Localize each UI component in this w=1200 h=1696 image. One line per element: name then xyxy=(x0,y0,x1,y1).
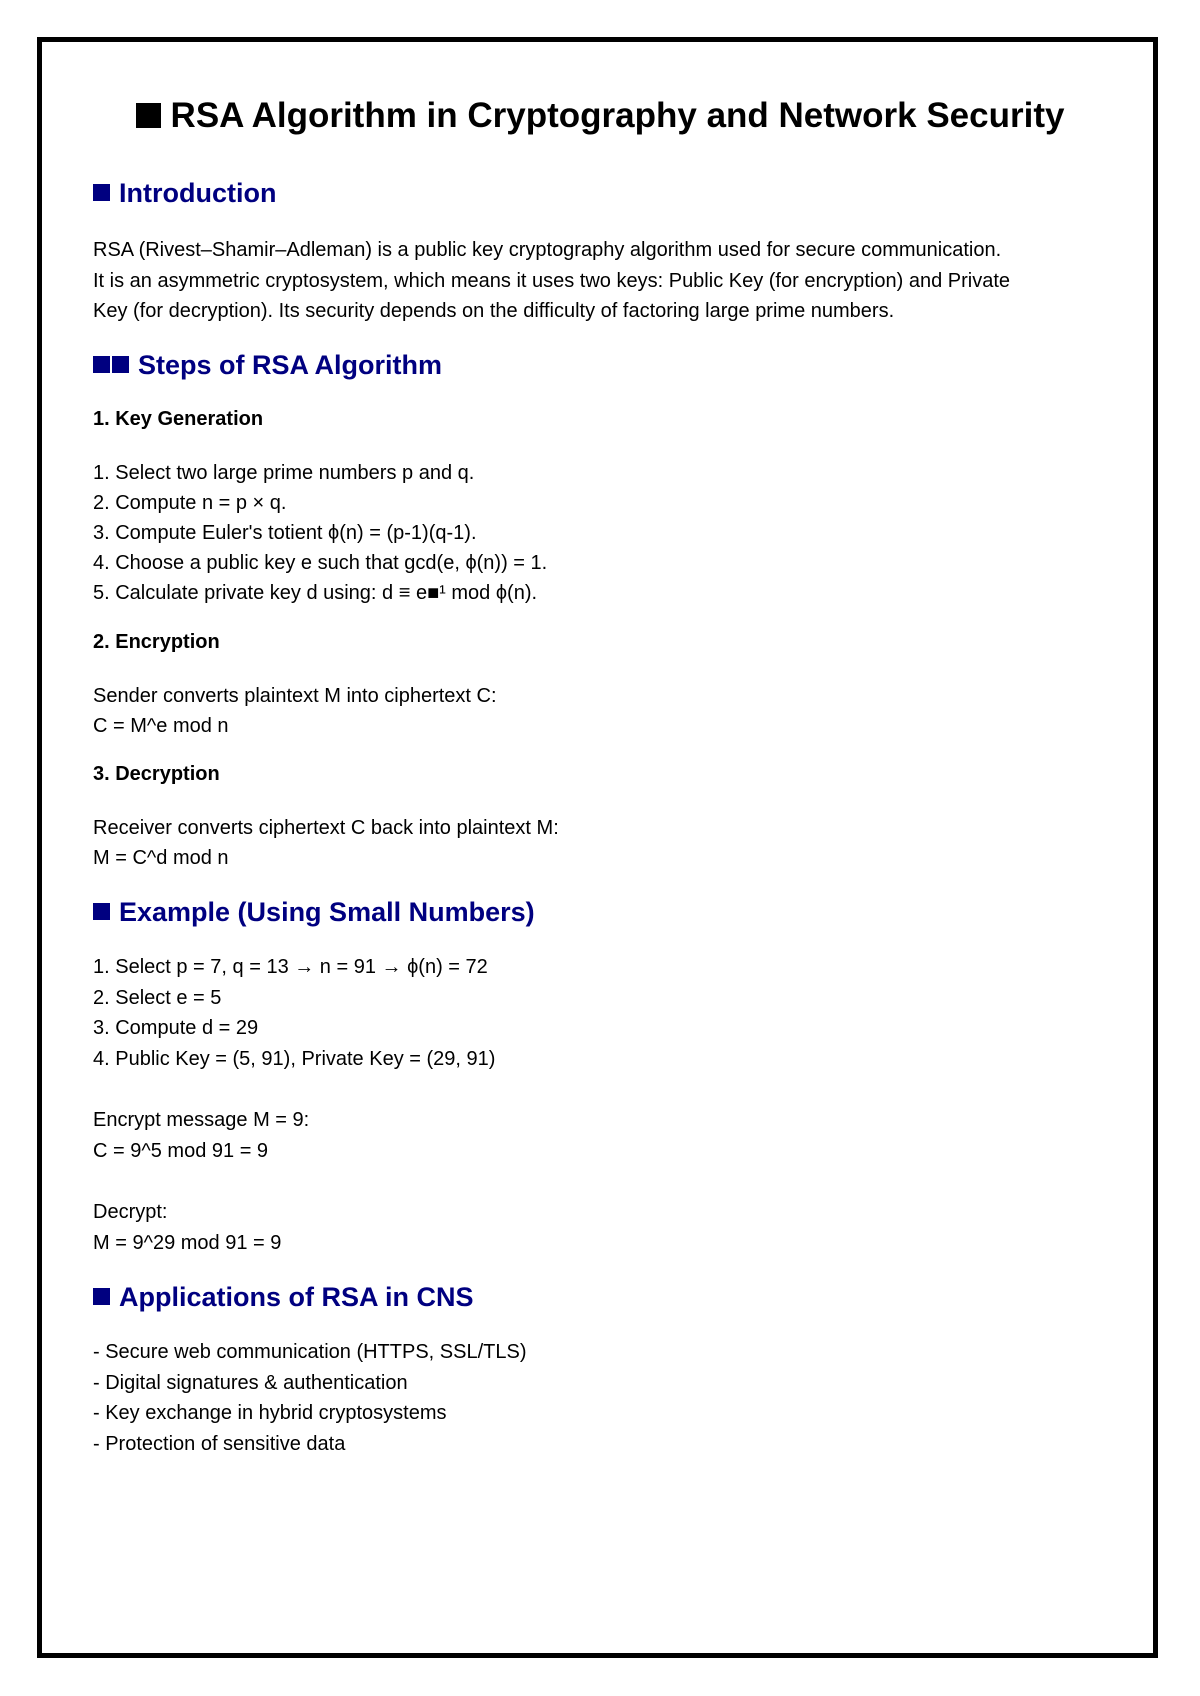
square-bullet-icon xyxy=(93,356,110,373)
introduction-heading: Introduction xyxy=(93,178,276,209)
applications-heading: Applications of RSA in CNS xyxy=(93,1282,474,1313)
list-item: - Key exchange in hybrid cryptosystems xyxy=(93,1402,447,1424)
list-item: - Secure web communication (HTTPS, SSL/TLS) xyxy=(93,1341,527,1363)
encryption-heading: 2. Encryption xyxy=(93,631,220,653)
applications-list xyxy=(93,1337,1113,1459)
key-generation-heading: 1. Key Generation xyxy=(93,408,264,430)
encryption-text: Sender converts plaintext M into ciphertext C: C = M^e mod n xyxy=(93,685,497,737)
decryption-heading: 3. Decryption xyxy=(93,763,220,785)
example-decrypt: Decrypt: M = 9^29 mod 91 = 9 xyxy=(93,1201,282,1254)
key-generation-list xyxy=(93,458,1113,608)
list-item: 1. Select p = 7, q = 13 → n = 91 → ϕ(n) = 72 xyxy=(93,956,488,978)
introduction-paragraph: RSA (Rivest–Shamir–Adleman) is a public key cryptography algorithm used for secure communication. It is an asymmetric cryptosystem, which means it uses two keys: Public Key (for encryption) and Private Key (for decryption). Its security depends on the difficulty of factoring large prime numbers. xyxy=(93,239,1010,322)
list-item: 1. Select two large prime numbers p and q. xyxy=(93,462,475,484)
square-bullet-icon xyxy=(112,356,129,373)
square-bullet-icon xyxy=(136,103,161,128)
list-item: 2. Compute n = p × q. xyxy=(93,492,287,514)
decryption-text: Receiver converts ciphertext C back into plaintext M: M = C^d mod n xyxy=(93,817,559,869)
document-title xyxy=(0,96,1200,136)
steps-heading: Steps of RSA Algorithm xyxy=(93,350,442,381)
title-text: RSA Algorithm in Cryptography and Network Security xyxy=(170,96,1065,135)
list-item: - Protection of sensitive data xyxy=(93,1432,346,1455)
list-item: - Digital signatures & authentication xyxy=(93,1371,408,1394)
list-item: 3. Compute d = 29 xyxy=(93,1017,259,1039)
example-list xyxy=(93,952,1113,1074)
square-bullet-icon xyxy=(93,1288,110,1305)
example-encrypt: Encrypt message M = 9: C = 9^5 mod 91 = 9 xyxy=(93,1109,310,1162)
list-item: 4. Choose a public key e such that gcd(e, ϕ(n)) = 1. xyxy=(93,552,548,574)
square-bullet-icon xyxy=(93,903,110,920)
list-item: 4. Public Key = (5, 91), Private Key = (29, 91) xyxy=(93,1047,496,1070)
list-item: 5. Calculate private key d using: d ≡ e■¹ mod ϕ(n). xyxy=(93,582,538,604)
square-bullet-icon xyxy=(93,184,110,201)
list-item: 3. Compute Euler's totient ϕ(n) = (p-1)(q-1). xyxy=(93,522,477,544)
list-item: 2. Select e = 5 xyxy=(93,986,222,1009)
example-heading: Example (Using Small Numbers) xyxy=(93,897,535,928)
